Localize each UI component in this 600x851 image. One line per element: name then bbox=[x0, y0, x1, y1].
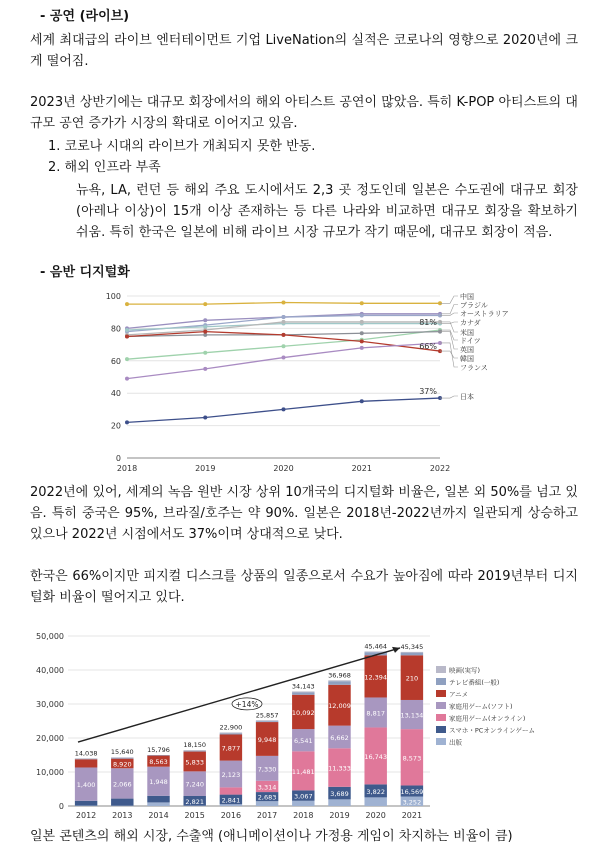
bar-segment bbox=[220, 804, 242, 806]
data-point bbox=[282, 344, 286, 348]
legend-label: 家庭用ゲーム(オンライン) bbox=[449, 714, 526, 723]
bar-segment bbox=[75, 759, 97, 760]
x-tick-label: 2020 bbox=[365, 811, 386, 820]
bar-value-label: 6,541 bbox=[293, 737, 313, 746]
x-tick-label: 2018 bbox=[293, 811, 314, 820]
bar-total-label: 45,464 bbox=[364, 642, 388, 651]
bar-segment bbox=[75, 758, 97, 759]
legend-label: スマホ・PCオンラインゲーム bbox=[449, 726, 536, 735]
data-point bbox=[360, 320, 364, 324]
data-point bbox=[203, 367, 207, 371]
bar-segment bbox=[328, 681, 350, 685]
bar-segment bbox=[220, 732, 242, 733]
data-point bbox=[360, 339, 364, 343]
legend-label: オーストラリア bbox=[460, 310, 509, 318]
bar-total-label: 18,150 bbox=[183, 741, 207, 750]
x-tick-label: 2021 bbox=[351, 464, 372, 473]
bar-value-label: 3,314 bbox=[257, 783, 277, 792]
bar-segment bbox=[292, 691, 314, 692]
y-tick-label: 80 bbox=[110, 324, 121, 334]
bar-segment bbox=[256, 721, 278, 722]
data-label-japan: 37% bbox=[419, 387, 437, 397]
bar-segment bbox=[147, 796, 169, 803]
bar-segment bbox=[292, 692, 314, 694]
legend-leader bbox=[440, 305, 458, 314]
bar-value-label: 8,920 bbox=[112, 760, 132, 769]
x-tick-label: 2018 bbox=[116, 464, 138, 473]
legend-swatch bbox=[436, 714, 446, 721]
bar-value-label: 3,689 bbox=[330, 790, 349, 799]
paragraph: 2022년에 있어, 세계의 녹음 원반 시장 상위 10개국의 디지털화 비율은, 일본 외 50%를 넘고 있음. 특히 중국은 95%, 브라질/호주는 약 90%. 일본은 2018년-2022년까지 일관되게 상승하고 있으나 2022년 시점에서도 37%이며 상대적으로 낮다. bbox=[30, 485, 578, 542]
data-point bbox=[203, 302, 207, 306]
bar-segment bbox=[75, 759, 97, 767]
legend-swatch bbox=[436, 726, 446, 733]
bar-value-label: 1,400 bbox=[76, 781, 96, 790]
x-tick-label: 2019 bbox=[195, 464, 216, 473]
data-point bbox=[125, 357, 129, 361]
data-point bbox=[360, 399, 364, 403]
section-heading-live: - 공연 (라이브) bbox=[40, 9, 130, 24]
bar-value-label: 16,743 bbox=[364, 752, 388, 761]
data-point bbox=[125, 335, 129, 339]
data-point bbox=[282, 407, 286, 411]
x-tick-label: 2019 bbox=[329, 811, 350, 820]
legend-leader bbox=[440, 396, 458, 398]
data-point bbox=[282, 333, 286, 337]
bar-value-label: 7,240 bbox=[185, 780, 205, 789]
bar-segment bbox=[75, 806, 97, 807]
y-tick-label: 20 bbox=[110, 421, 121, 431]
paragraph: 한국은 66%이지만 피지컬 디스크를 상품의 일종으로서 수요가 높아짐에 따라 2019년부터 디지털화 비율이 떨어지고 있다. bbox=[30, 569, 578, 605]
data-point bbox=[360, 313, 364, 317]
legend-label: 韓国 bbox=[460, 355, 474, 363]
legend-swatch bbox=[436, 702, 446, 709]
bar-segment bbox=[328, 799, 350, 806]
legend-label: 日本 bbox=[460, 393, 474, 401]
y-tick-label: 40 bbox=[110, 389, 121, 399]
legend-leader bbox=[440, 322, 458, 324]
x-tick-label: 2021 bbox=[401, 811, 423, 820]
bar-total-label: 14,038 bbox=[74, 749, 98, 758]
y-tick-label: 0 bbox=[115, 454, 121, 463]
y-tick-label: 10,000 bbox=[36, 768, 64, 777]
y-tick-label: 40,000 bbox=[36, 666, 64, 675]
bar-segment bbox=[147, 755, 169, 756]
bar-value-label: 13,134 bbox=[400, 711, 424, 720]
y-tick-label: 20,000 bbox=[36, 734, 64, 743]
data-point bbox=[125, 302, 129, 306]
data-point bbox=[282, 320, 286, 324]
bar-total-label: 22,900 bbox=[219, 723, 243, 732]
bar-segment bbox=[256, 720, 278, 721]
x-tick-label: 2016 bbox=[220, 811, 242, 820]
legend-label: 英国 bbox=[460, 346, 474, 354]
legend-label: 家庭用ゲーム(ソフト) bbox=[449, 702, 513, 711]
growth-label: +14% bbox=[235, 699, 259, 709]
data-point bbox=[360, 331, 364, 335]
data-point bbox=[125, 328, 129, 332]
bar-segment bbox=[111, 758, 133, 759]
bar-segment bbox=[292, 801, 314, 806]
bar-value-label: 2,123 bbox=[221, 770, 241, 779]
bar-total-label: 25,857 bbox=[255, 711, 279, 720]
data-point bbox=[203, 318, 207, 322]
bar-value-label: 11,481 bbox=[291, 767, 315, 776]
bar-value-label: 7,330 bbox=[257, 765, 277, 774]
y-tick-label: 60 bbox=[110, 356, 121, 366]
bar-value-label: 12,009 bbox=[328, 702, 351, 711]
bar-segment bbox=[111, 799, 133, 806]
data-point bbox=[203, 351, 207, 355]
section-heading-digital: - 음반 디지털화 bbox=[40, 265, 130, 280]
sub-paragraph: 뉴욕, LA, 런던 등 해외 주요 도시에서도 2,3 곳 정도인데 일본은 수도권에 대규모 회장(아레나 이상)이 15개 이상 존재하는 등 다른 나라와 비교하면 대규모 회장을 확보하기 쉬움. 특히 한국은 일본에 비해 라이브 시장 규모가 작기 때문에, 대규모 회장이 적음. bbox=[76, 183, 578, 240]
y-tick-label: 30,000 bbox=[36, 700, 64, 709]
legend-leader bbox=[440, 313, 458, 315]
bar-value-label: 7,877 bbox=[221, 744, 241, 753]
bar-segment bbox=[256, 801, 278, 806]
bar-value-label: 1,948 bbox=[149, 778, 168, 787]
bar-total-label: 45,345 bbox=[400, 642, 424, 651]
bar-segment bbox=[183, 750, 205, 751]
y-tick-label: 100 bbox=[105, 292, 121, 301]
bar-value-label: 2,841 bbox=[221, 796, 241, 805]
figure-caption: 일본 콘텐츠의 해외 시장, 수출액 (애니메이션이나 가정용 게임이 차지하는 비율이 큼) bbox=[30, 829, 513, 844]
bar-value-label: 12,394 bbox=[364, 673, 388, 682]
legend-leader bbox=[440, 296, 458, 303]
bar-segment bbox=[111, 757, 133, 758]
data-point bbox=[203, 416, 207, 420]
list-item: 1. 코로나 시대의 라이브가 개최되지 못한 반동. bbox=[48, 139, 316, 154]
bar-value-label: 8,817 bbox=[366, 709, 386, 718]
data-point bbox=[360, 301, 364, 305]
data-label-korea: 66% bbox=[419, 342, 437, 352]
bar-segment bbox=[364, 797, 386, 806]
bar-value-label: 210 bbox=[405, 674, 419, 683]
bar-value-label: 5,833 bbox=[185, 758, 205, 767]
data-point bbox=[203, 330, 207, 334]
digitalization-line-chart bbox=[95, 288, 545, 476]
bar-value-label: 16,569 bbox=[400, 787, 424, 796]
y-tick-label: 50,000 bbox=[36, 632, 64, 641]
bar-value-label: 2,683 bbox=[257, 793, 277, 802]
legend-label: 出版 bbox=[449, 738, 462, 747]
bar-value-label: 2,066 bbox=[112, 780, 132, 789]
bar-total-label: 15,640 bbox=[110, 748, 134, 757]
bar-value-label: 8,563 bbox=[149, 758, 168, 767]
x-tick-label: 2020 bbox=[273, 464, 294, 473]
legend-leader bbox=[440, 343, 458, 367]
legend-label: ドイツ bbox=[460, 337, 481, 345]
x-tick-label: 2015 bbox=[184, 811, 205, 820]
legend-label: ブラジル bbox=[460, 301, 488, 310]
y-tick-label: 0 bbox=[58, 802, 64, 811]
bar-value-label: 3,067 bbox=[293, 792, 313, 801]
bar-value-label: 6,662 bbox=[330, 733, 349, 742]
x-tick-label: 2017 bbox=[256, 811, 278, 820]
legend-leader bbox=[440, 351, 458, 358]
legend-swatch bbox=[436, 690, 446, 697]
bar-value-label: 10,092 bbox=[291, 708, 315, 717]
legend-label: カナダ bbox=[460, 319, 481, 327]
data-point bbox=[125, 420, 129, 424]
bar-segment bbox=[220, 787, 242, 794]
data-point bbox=[125, 377, 129, 381]
legend-swatch bbox=[436, 666, 446, 673]
bar-value-label: 9,948 bbox=[257, 735, 277, 744]
bar-segment bbox=[147, 802, 169, 806]
x-tick-label: 2012 bbox=[75, 811, 97, 820]
bar-segment bbox=[401, 653, 423, 656]
legend-swatch bbox=[436, 678, 446, 685]
bar-segment bbox=[75, 801, 97, 806]
legend-label: 映画(実写) bbox=[449, 666, 481, 675]
bar-value-label: 11,333 bbox=[328, 764, 351, 773]
bar-total-label: 34,143 bbox=[291, 682, 315, 691]
legend-label: テレビ番組(一般) bbox=[449, 678, 500, 687]
bar-segment bbox=[220, 734, 242, 735]
x-tick-label: 2014 bbox=[148, 811, 169, 820]
bar-segment bbox=[183, 751, 205, 752]
legend-label: アニメ bbox=[449, 690, 469, 699]
legend-label: フランス bbox=[460, 364, 488, 372]
bar-value-label: 2,821 bbox=[185, 797, 205, 806]
data-point bbox=[282, 300, 286, 304]
legend-swatch bbox=[436, 738, 446, 745]
bar-total-label: 15,796 bbox=[147, 745, 170, 754]
bar-segment bbox=[111, 806, 133, 807]
data-point bbox=[360, 346, 364, 350]
bar-value-label: 8,573 bbox=[402, 754, 422, 763]
bar-value-label: 3,252 bbox=[402, 798, 422, 807]
legend-label: 中国 bbox=[460, 293, 474, 301]
legend-leader bbox=[440, 332, 458, 349]
legend-label: 米国 bbox=[460, 329, 474, 337]
x-tick-label: 2022 bbox=[429, 464, 451, 473]
data-point bbox=[282, 315, 286, 319]
bar-total-label: 36,968 bbox=[328, 671, 351, 680]
x-tick-label: 2013 bbox=[112, 811, 133, 820]
paragraph: 2023년 상반기에는 대규모 회장에서의 해외 아티스트 공연이 많았음. 특히 K-POP 아티스트의 대규모 공연 증가가 시장의 확대로 이어지고 있음. bbox=[30, 95, 578, 131]
list-item: 2. 해외 인프라 부족 bbox=[48, 160, 161, 175]
bar-segment bbox=[328, 680, 350, 681]
data-label-us: 81% bbox=[419, 317, 437, 327]
bar-value-label: 3,822 bbox=[366, 787, 386, 796]
bar-segment bbox=[401, 652, 423, 653]
export-stacked-bar-chart bbox=[30, 628, 570, 821]
data-point bbox=[282, 356, 286, 360]
paragraph: 세계 최대급의 라이브 엔터테이먼트 기업 LiveNation의 실적은 코로나의 영향으로 2020년에 크게 떨어짐. bbox=[30, 33, 578, 69]
